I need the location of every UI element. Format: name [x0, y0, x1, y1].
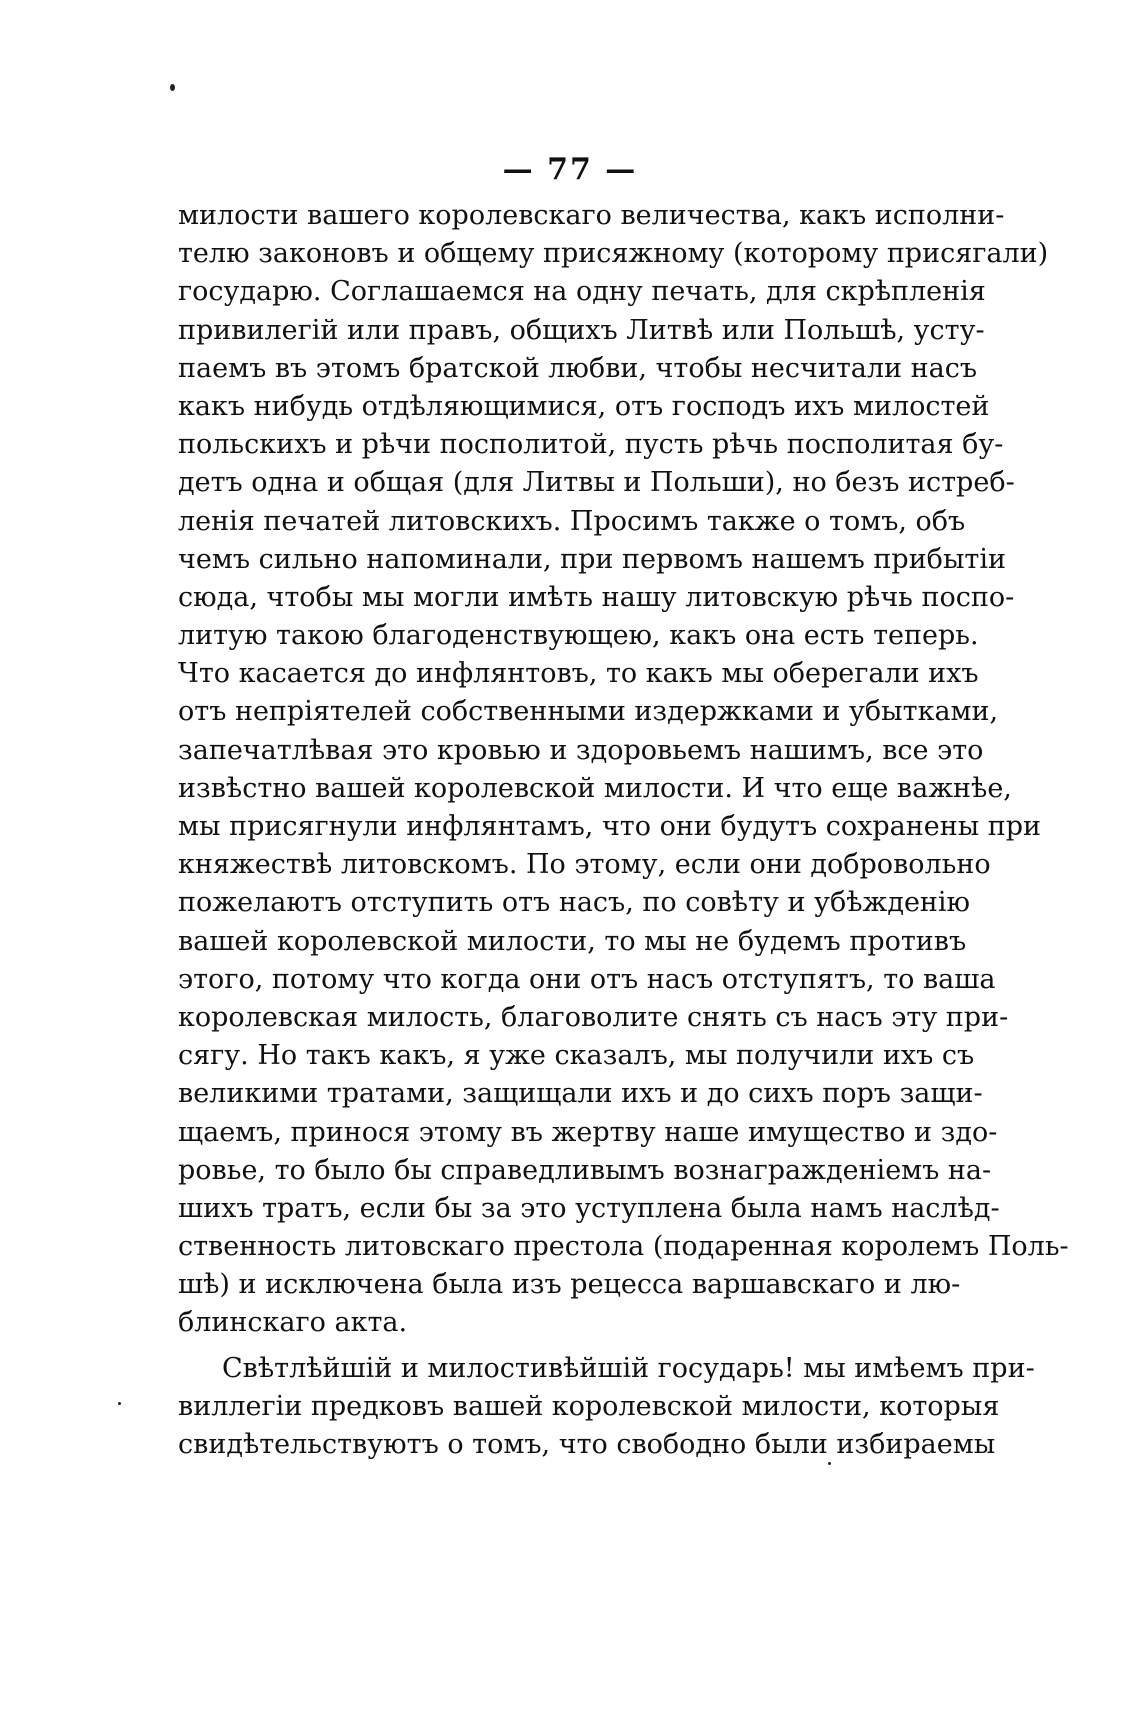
- text-line: сягу. Но такъ какъ, я уже сказалъ, мы получили ихъ съ: [178, 1040, 975, 1072]
- text-line: щаемъ, принося этому въ жертву наше имущество и здо-: [178, 1116, 998, 1148]
- text-line: государю. Соглашаемся на одну печать, для скрѣпленія: [178, 276, 986, 308]
- text-line: привилегій или правъ, общихъ Литвѣ или Польшѣ, усту-: [178, 314, 985, 346]
- text-line: извѣстно вашей королевской милости. И что еще важнѣе,: [178, 772, 1012, 804]
- text-line: княжествѣ литовскомъ. По этому, если они добровольно: [178, 849, 991, 881]
- text-line: милости вашего королевскаго величества, какъ исполни-: [178, 200, 1005, 231]
- text-line: ленія печатей литовскихъ. Просимъ также о томъ, объ: [178, 505, 966, 537]
- text-line: детъ одна и общая (для Литвы и Польши), но безъ истреб-: [178, 467, 1015, 499]
- paragraph: [178, 1350, 1035, 1465]
- text-line: этого, потому что когда они отъ насъ отступятъ, то ваша: [178, 963, 996, 995]
- text-line: шѣ) и исключена была изъ рецесса варшавскаго и лю-: [178, 1269, 961, 1301]
- text-line: свидѣтельствуютъ о томъ, что свободно были избираемы: [178, 1429, 996, 1460]
- ink-speck: [118, 1402, 121, 1405]
- text-line: телю законовъ и общему присяжному (которому присягали): [178, 238, 1049, 270]
- text-line: пожелаютъ отступить отъ насъ, по совѣту и убѣжденію: [178, 887, 971, 919]
- text-line: паемъ въ этомъ братской любви, чтобы несчитали насъ: [178, 352, 978, 384]
- text-line: литую такою благоденствующею, какъ она есть теперь.: [178, 620, 979, 652]
- ink-speck: [170, 84, 175, 91]
- body-text: [178, 197, 1069, 1464]
- page-number: — 77 —: [502, 152, 638, 187]
- text-line: шихъ тратъ, если бы за это уступлена была намъ наслѣд-: [178, 1192, 1000, 1224]
- text-line: польскихъ и рѣчи посполитой, пусть рѣчь посполитая бу-: [178, 429, 1004, 461]
- text-line: виллегіи предковъ вашей королевской милости, которыя: [178, 1390, 1000, 1422]
- text-line: отъ непріятелей собственными издержками и убытками,: [178, 696, 999, 728]
- text-line: сюда, чтобы мы могли имѣть нашу литовскую рѣчь поспо-: [178, 581, 1015, 613]
- text-line: какъ нибудь отдѣляющимися, отъ господъ ихъ милостей: [178, 390, 990, 422]
- text-line: Что касается до инфлянтовъ, то какъ мы оберегали ихъ: [178, 658, 979, 690]
- paragraph: [178, 197, 1069, 1343]
- text-line: Свѣтлѣйшій и милостивѣйшій государь! мы имѣемъ при-: [222, 1352, 1035, 1384]
- text-line: блинскаго акта.: [178, 1307, 408, 1339]
- text-line: запечатлѣвая это кровью и здоровьемъ нашимъ, все это: [178, 734, 984, 766]
- text-line: чемъ сильно напоминали, при первомъ нашемъ прибытіи: [178, 543, 1006, 575]
- text-line: ровье, то было бы справедливымъ вознагражденіемъ на-: [178, 1154, 992, 1186]
- text-line: мы присягнули инфлянтамъ, что они будутъ сохранены при: [178, 811, 1042, 842]
- text-line: великими тратами, защищали ихъ и до сихъ поръ защи-: [178, 1078, 983, 1110]
- text-line: вашей королевской милости, то мы не будемъ противъ: [178, 925, 967, 957]
- text-line: ственность литовскаго престола (подаренная королемъ Поль-: [178, 1231, 1069, 1263]
- text-line: королевская милость, благоволите снять съ насъ эту при-: [178, 1001, 1009, 1033]
